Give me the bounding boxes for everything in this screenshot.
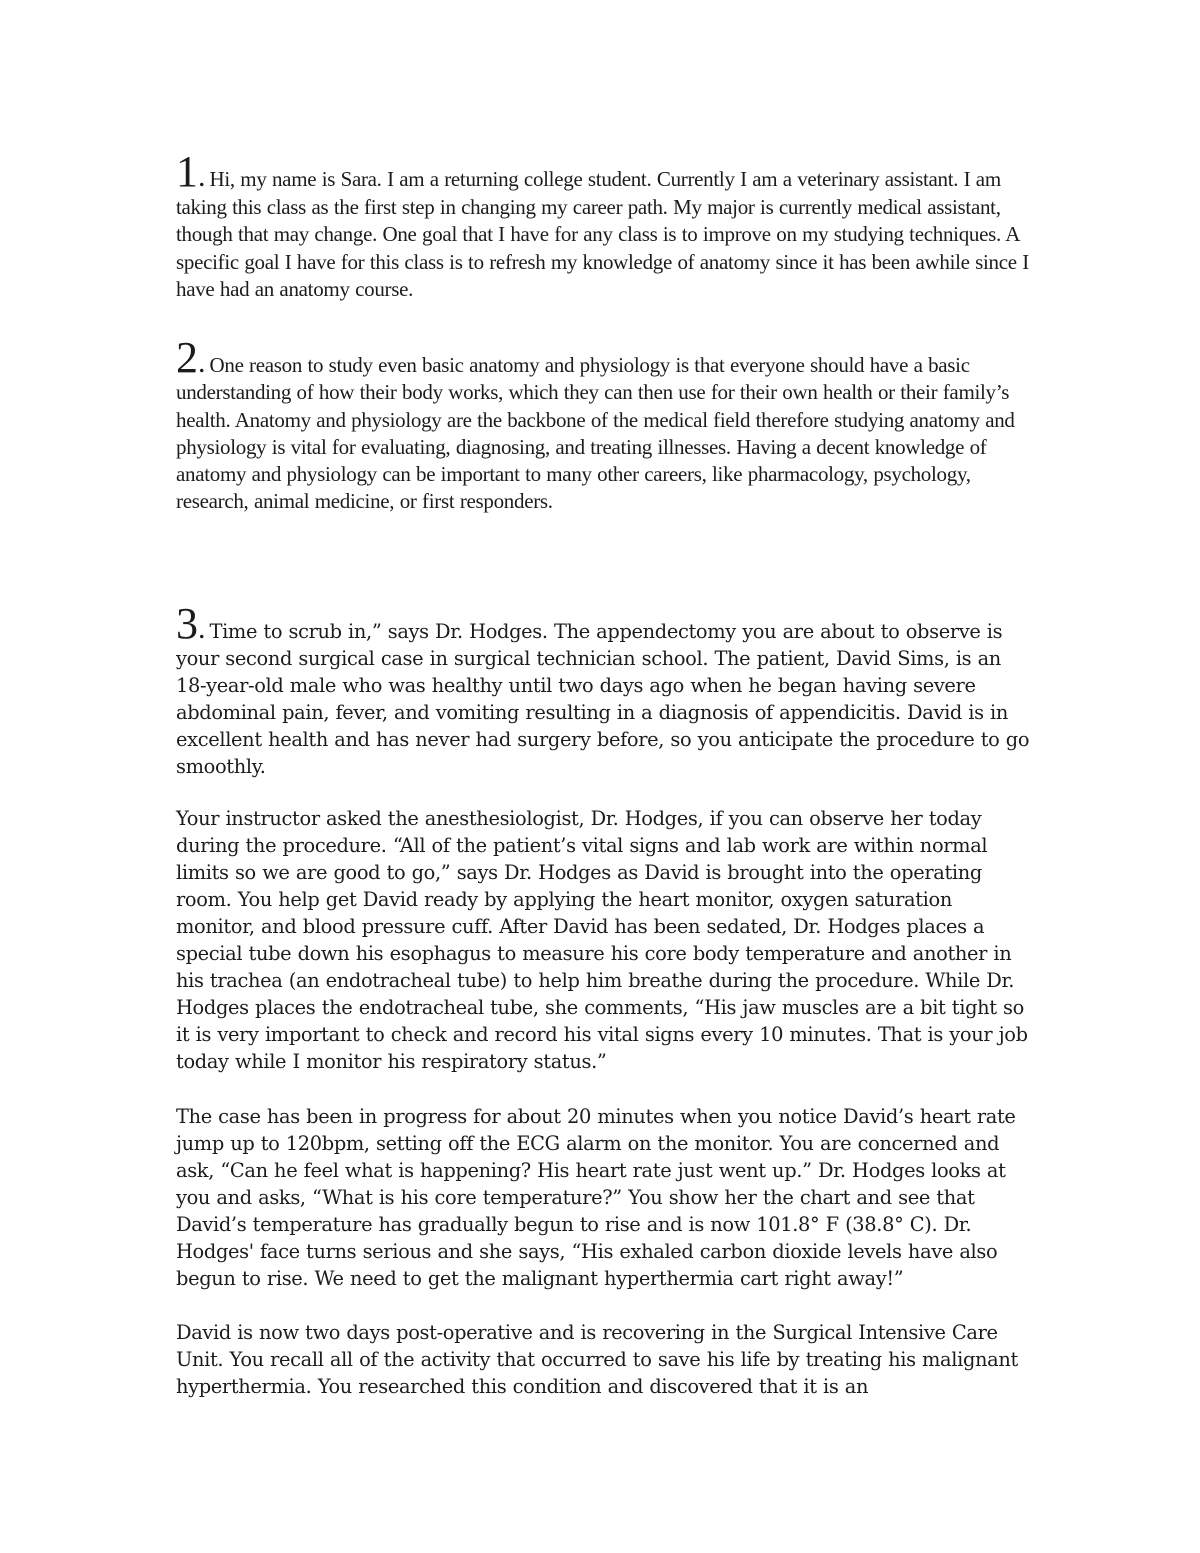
section-1-dot: . bbox=[198, 160, 206, 193]
section-3-number: 3 bbox=[176, 599, 198, 648]
paragraph-instructor: Your instructor asked the anesthesiologist, Dr. Hodges, if you can observe her today during the procedure. “All of the patient’s vital signs and lab work are within normal limits so we are good to go,” says Dr. Hodges as David is brought into the operating room. You help get David ready by applying the heart monitor, oxygen saturation monitor, and blood pressure cuff. After David has been sedated, Dr. Hodges places a special tube down his esophagus to measure his core body temperature and another in his trachea (an endotracheal tube) to help him breathe during the procedure. While Dr. Hodges places the endotracheal tube, she comments, “His jaw muscles are a bit tight so it is very important to check and record his vital signs every 10 minutes. That is your job today while I monitor his respiratory status.” bbox=[176, 807, 1028, 1073]
section-2 bbox=[176, 333, 1036, 516]
section-2-number: 2 bbox=[176, 333, 198, 382]
section-1-number: 1 bbox=[176, 147, 198, 196]
section-3-dot: . bbox=[198, 612, 206, 645]
section-3 bbox=[176, 599, 1036, 780]
section-1-text: Hi, my name is Sara. I am a returning college student. Currently I am a veterinary assistant. I am taking this class as the first step in changing my career path. My major is currently medical assistant, though that may change. One goal that I have for any class is to improve on my studying techniques. A specific goal I have for this class is to refresh my knowledge of anatomy since it has been awhile since I have had an anatomy course. bbox=[176, 167, 1029, 301]
section-2-dot: . bbox=[198, 346, 206, 379]
section-2-text: One reason to study even basic anatomy and physiology is that everyone should have a basic understanding of how their body works, which they can then use for their own health or their family’s health. Anatomy and physiology are the backbone of the medical field therefore studying anatomy and physiology is vital for evaluating, diagnosing, and treating illnesses. Having a decent knowledge of anatomy and physiology can be important to many other careers, like pharmacology, psychology, research, animal medicine, or first responders. bbox=[176, 353, 1015, 514]
section-1 bbox=[176, 147, 1036, 304]
paragraph-case-progress: The case has been in progress for about 20 minutes when you notice David’s heart rate jump up to 120bpm, setting off the ECG alarm on the monitor. You are concerned and ask, “Can he feel what is happening? His heart rate just went up.” Dr. Hodges looks at you and asks, “What is his core temperature?” You show her the chart and see that David’s temperature has gradually begun to rise and is now 101.8° F (38.8° C). Dr. Hodges' face turns serious and she says, “His exhaled carbon dioxide levels have also begun to rise. We need to get the malignant hyperthermia cart right away!” bbox=[176, 1105, 1016, 1290]
section-3-text: Time to scrub in,” says Dr. Hodges. The appendectomy you are about to observe is your second surgical case in surgical technician school. The patient, David Sims, is an 18-year-old male who was healthy until two days ago when he began having severe abdominal pain, fever, and vomiting resulting in a diagnosis of appendicitis. David is in excellent health and has never had surgery before, so you anticipate the procedure to go smoothly. bbox=[176, 620, 1030, 778]
paragraph-post-operative: David is now two days post-operative and is recovering in the Surgical Intensive Care Unit. You recall all of the activity that occurred to save his life by treating his malignant hyperthermia. You researched this condition and discovered that it is an bbox=[176, 1321, 1018, 1398]
